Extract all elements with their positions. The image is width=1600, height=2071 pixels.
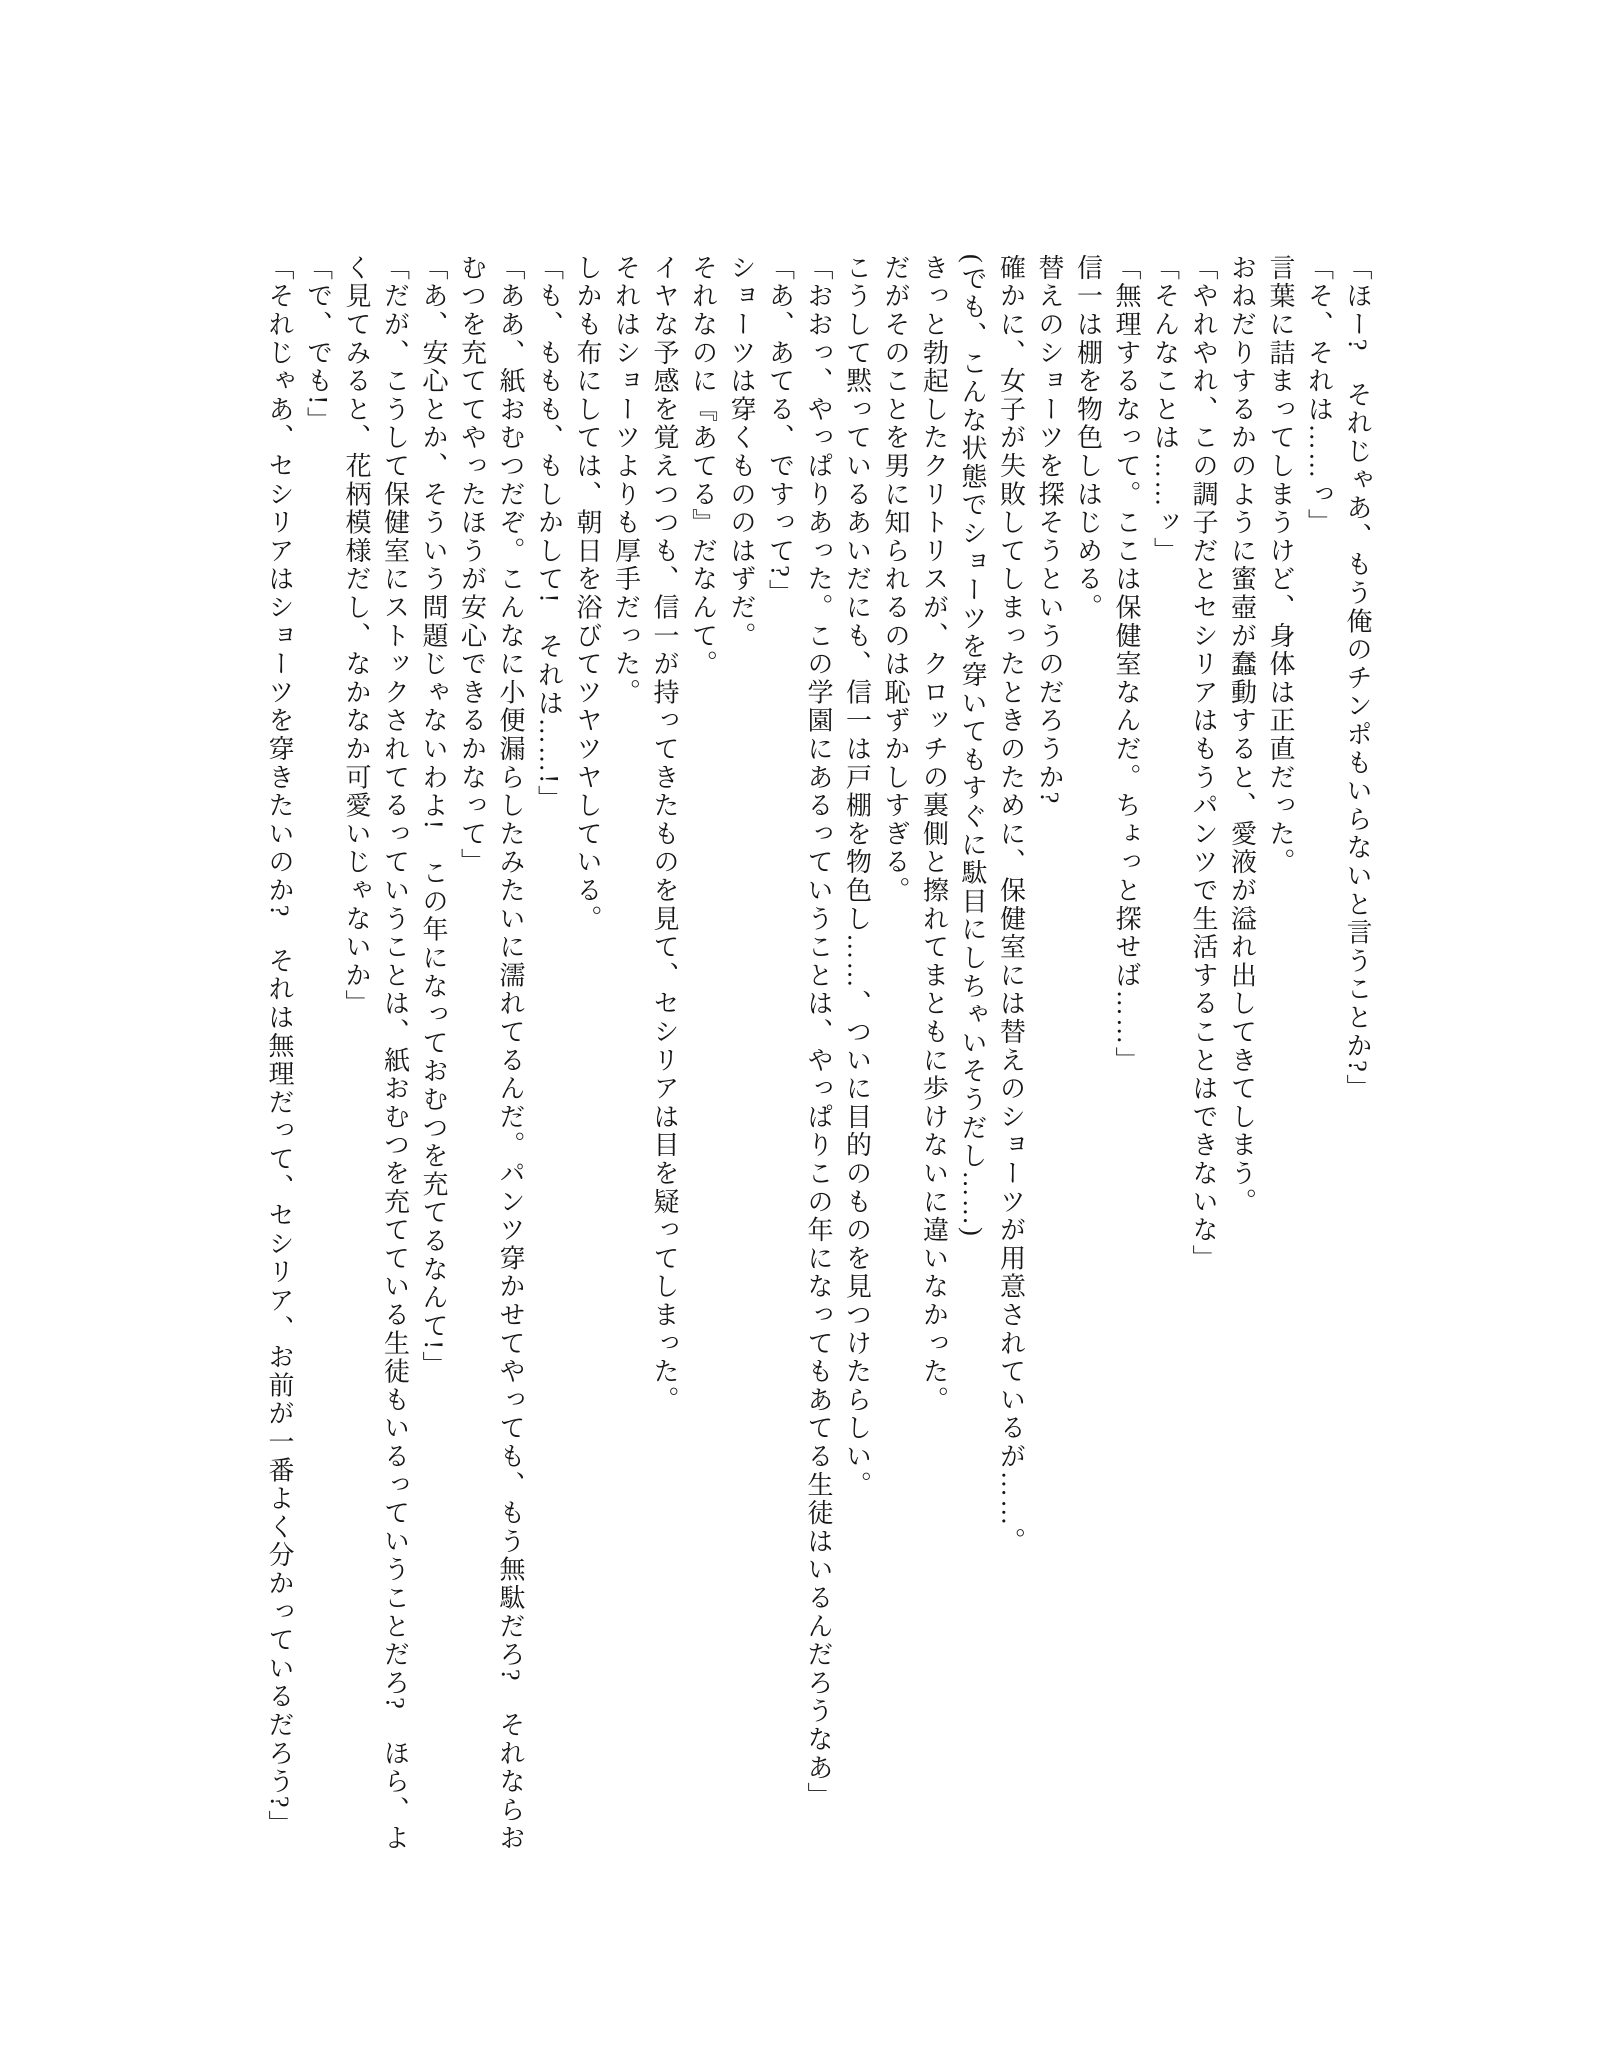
paragraph: 「あ、あてる、ですって?」: [765, 254, 795, 608]
paragraph: 「無理するなって。ここは保健室なんだ。ちょっと探せば……」: [1112, 254, 1141, 1075]
paragraph: おねだりするかのように蜜壺が蠢動すると、愛液が溢れ出してきてしまう。: [1227, 254, 1257, 1217]
paragraph: 言葉に詰まってしまうけど、身体は正直だった。: [1266, 254, 1295, 877]
paragraph: 「だが、こうして保健室にストックされてるっていうことは、紙おむつを充てている生徒もいるっていうことだろ? ほら、よく見てみると、花柄模様だし、なかなか可愛いじゃないか」: [342, 254, 410, 1853]
paragraph: 「そ、それは……っ」: [1304, 254, 1334, 537]
paragraph: しかも布にしては、朝日を浴びてツヤツヤしている。: [573, 254, 602, 934]
paragraph: 「やれやれ、この調子だとセシリアはもうパンツで生活することはできないな」: [1189, 254, 1218, 1273]
novel-text-block: [260, 254, 1377, 1866]
paragraph: それはショーツよりも厚手だった。: [611, 254, 641, 707]
paragraph: 「ほー? それじゃあ、もう俺のチンポもいらないと言うことか?」: [1343, 254, 1372, 1103]
paragraph: 「そんなことは……ッ」: [1150, 254, 1180, 566]
paragraph: それなのに『あてる』だなんて。: [688, 254, 718, 679]
paragraph: きっと勃起したクリトリスが、クロッチの裏側と擦れてまともに歩けないに違いなかった。: [919, 254, 949, 1415]
paragraph: だがそのことを男に知られるのは恥ずかしすぎる。: [881, 254, 910, 905]
paragraph: 替えのショーツを探そうというのだろうか?: [1035, 254, 1064, 806]
paragraph: 「おおっ、やっぱりあった。この学園にあるっていうことは、やっぱりこの年になってもあてる生徒はいるんだろうなあ」: [804, 254, 833, 1811]
paragraph: 「ああ、紙おむつだぞ。こんなに小便漏らしたみたいに濡れてるんだ。パンツ穿かせてやっても、もう無駄だろ? それならおむつを充ててやったほうが安心できるかなって」: [457, 254, 525, 1853]
paragraph: 「も、ももも、もしかして! それは……!」: [534, 254, 564, 814]
paragraph: 「あ、安心とか、そういう問題じゃないわよ! この年になっておむつを充てるなんて!」: [419, 254, 448, 1380]
paragraph: 「で、でも!」: [303, 254, 333, 435]
paragraph: 信一は棚を物色しはじめる。: [1073, 254, 1103, 622]
paragraph: こうして黙っているあいだにも、信一は戸棚を物色し……、ついに目的のものを見つけたらしい。: [842, 254, 872, 1500]
paragraph: (でも、こんな状態でショーツを穿いてもすぐに駄目にしちゃいそうだし……): [958, 254, 987, 1239]
paragraph: 「それじゃあ、セシリアはショーツを穿きたいのか? それは無理だって、セシリア、お前が一番よく分かっているだろう?」: [265, 254, 294, 1839]
paragraph: ショーツは穿くもののはずだ。: [727, 254, 756, 651]
paragraph: イヤな予感を覚えつつも、信一が持ってきたものを見て、セシリアは目を疑ってしまった。: [650, 254, 679, 1415]
paragraph: 確かに、女子が失敗してしまったときのために、保健室には替えのショーツが用意されているが……。: [996, 254, 1026, 1556]
